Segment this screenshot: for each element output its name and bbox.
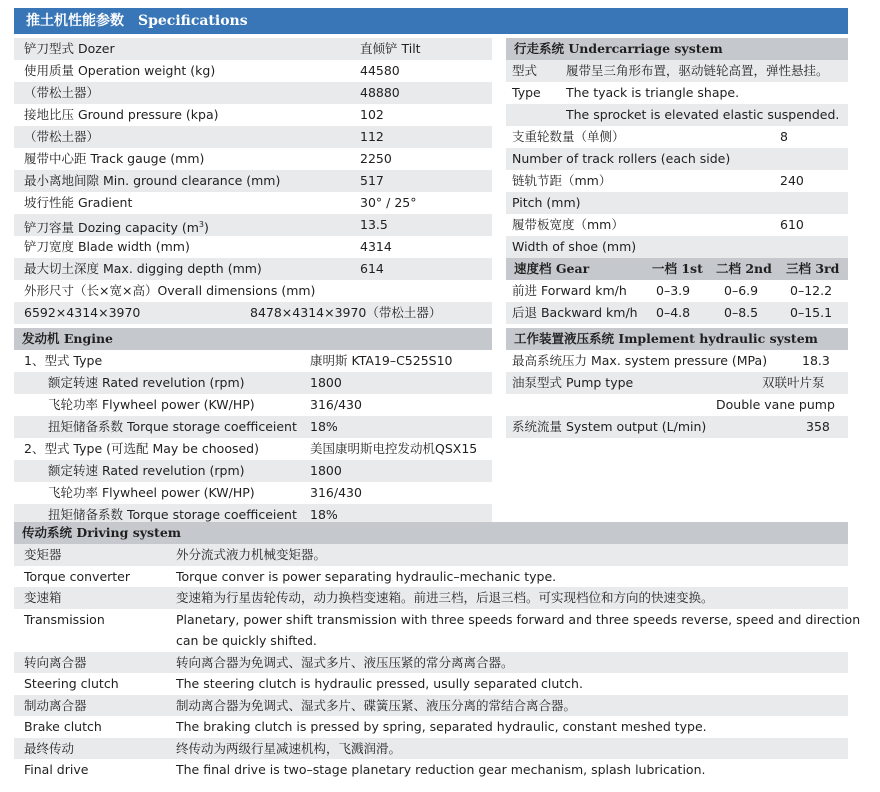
dimension-standard: 6592×4314×3970 bbox=[24, 305, 141, 320]
spec-row-dozer bbox=[14, 38, 492, 60]
driving-row bbox=[14, 544, 848, 566]
spec-label: 铲刀宽度 Blade width (mm) bbox=[24, 239, 190, 254]
output-value: 358 bbox=[806, 419, 830, 434]
engine-label: 1、型式 Type bbox=[24, 353, 103, 368]
driving-value: 变速箱为行星齿轮传动，动力换档变速箱。前进三档，后退三档。可实现档位和方向的快速变换。 bbox=[176, 590, 714, 605]
spec-label: 最大切土深度 Max. digging depth (mm) bbox=[24, 261, 262, 276]
pump-value-cn: 双联叶片泵 bbox=[762, 375, 825, 390]
spec-row-gradient bbox=[14, 192, 492, 214]
spec-label: 履带中心距 Track gauge (mm) bbox=[24, 151, 205, 166]
spec-value: 517 bbox=[360, 173, 384, 188]
engine-label: 额定转速 Rated revelution (rpm) bbox=[48, 463, 245, 478]
spec-value: 2250 bbox=[360, 151, 392, 166]
rollers-row bbox=[506, 126, 848, 148]
driving-label: Steering clutch bbox=[24, 676, 119, 691]
undercarriage-table bbox=[506, 38, 848, 258]
spec-row-capacity bbox=[14, 214, 492, 236]
forward-2nd: 0–6.9 bbox=[724, 283, 759, 298]
driving-label: Final drive bbox=[24, 762, 89, 777]
undercarriage-type-en-row bbox=[506, 82, 848, 104]
type-label-en: Type bbox=[512, 85, 541, 100]
gear-header-label: 速度档 Gear bbox=[514, 261, 590, 276]
shoe-label-en: Width of shoe (mm) bbox=[512, 239, 637, 254]
spec-label: （带松土器） bbox=[24, 85, 100, 100]
driving-value: Planetary, power shift transmission with three speeds forward and three speeds reverse, speed and direction bbox=[176, 611, 861, 627]
dimension-with-ripper: 8478×4314×3970（带松土器） bbox=[250, 305, 442, 320]
forward-3rd: 0–12.2 bbox=[790, 283, 833, 298]
gear-3rd-header: 三档 3rd bbox=[786, 261, 840, 276]
spec-row-weight bbox=[14, 60, 492, 82]
pitch-en-row bbox=[506, 192, 848, 214]
output-row bbox=[506, 416, 848, 438]
driving-value: 外分流式液力机械变矩器。 bbox=[176, 547, 327, 562]
driving-row bbox=[14, 673, 848, 695]
hydraulic-table bbox=[506, 328, 848, 438]
engine-header: 发动机 Engine bbox=[14, 328, 492, 350]
driving-label: 最终传动 bbox=[24, 740, 75, 756]
undercarriage-type-cn-row bbox=[506, 60, 848, 82]
engine-label: 飞轮功率 Flywheel power (KW/HP) bbox=[48, 485, 255, 500]
driving-value: The steering clutch is hydraulic pressed, usully separated clutch. bbox=[176, 676, 583, 691]
rollers-en-row bbox=[506, 148, 848, 170]
driving-row bbox=[14, 716, 848, 738]
pump-label: 油泵型式 Pump type bbox=[512, 375, 634, 390]
pressure-label: 最高系统压力 Max. system pressure (MPa) bbox=[512, 353, 768, 368]
driving-value: 终传动为两级行星减速机构，飞溅润滑。 bbox=[176, 740, 402, 756]
backward-3rd: 0–15.1 bbox=[790, 305, 833, 320]
type-label: 型式 bbox=[512, 63, 538, 78]
type-description-en-2: The sprocket is elevated elastic suspended. bbox=[566, 107, 840, 122]
spec-value: 102 bbox=[360, 107, 384, 122]
gear-2nd-header: 二档 2nd bbox=[716, 261, 772, 276]
type-description-en: The tyack is triangle shape. bbox=[566, 85, 740, 100]
spec-label: 使用质量 Operation weight (kg) bbox=[24, 63, 216, 78]
forward-label: 前进 Forward km/h bbox=[512, 283, 627, 298]
engine-value: 316/430 bbox=[310, 397, 362, 412]
driving-row bbox=[14, 630, 848, 652]
driving-value: 转向离合器为免调式、湿式多片、液压压紧的常分离离合器。 bbox=[176, 654, 514, 670]
output-label: 系统流量 System output (L/min) bbox=[512, 419, 707, 434]
driving-label: 变速箱 bbox=[24, 590, 62, 605]
driving-row bbox=[14, 695, 848, 717]
engine-row bbox=[14, 394, 492, 416]
pitch-value: 240 bbox=[780, 173, 804, 188]
spec-value: 614 bbox=[360, 261, 384, 276]
type-description-cn: 履带呈三角形布置，驱动链轮高置，弹性悬挂。 bbox=[566, 63, 829, 78]
shoe-row bbox=[506, 214, 848, 236]
driving-label: Transmission bbox=[24, 611, 105, 627]
engine-label: 额定转速 Rated revelution (rpm) bbox=[48, 375, 245, 390]
engine-value: 1800 bbox=[310, 375, 342, 390]
spec-value: 112 bbox=[360, 129, 384, 144]
spec-row-clearance bbox=[14, 170, 492, 192]
driving-label: 转向离合器 bbox=[24, 654, 87, 670]
engine-row bbox=[14, 372, 492, 394]
spec-row-pressure-ripper bbox=[14, 126, 492, 148]
driving-label: Brake clutch bbox=[24, 719, 102, 734]
pump-row bbox=[506, 372, 848, 394]
engine-row bbox=[14, 482, 492, 504]
spec-row-dimensions-values bbox=[14, 302, 492, 324]
pressure-row bbox=[506, 350, 848, 372]
spec-label: （带松土器） bbox=[24, 129, 100, 144]
engine-value: 康明斯 KTA19–C525S10 bbox=[310, 353, 453, 368]
shoe-en-row bbox=[506, 236, 848, 258]
rollers-label-en: Number of track rollers (each side) bbox=[512, 151, 731, 166]
engine-row bbox=[14, 350, 492, 372]
engine-value: 18% bbox=[310, 507, 338, 522]
spec-value: 48880 bbox=[360, 85, 400, 100]
engine-label: 2、型式 Type (可选配 May be choosed) bbox=[24, 441, 259, 456]
engine-value: 美国康明斯电控发动机QSX15 bbox=[310, 441, 478, 456]
spec-value: 13.5 bbox=[360, 217, 388, 232]
engine-label: 扭矩储备系数 Torque storage coefficeient bbox=[48, 419, 297, 434]
driving-value: 制动离合器为免调式、湿式多片、碟簧压紧、液压分离的常结合离合器。 bbox=[176, 697, 577, 713]
driving-value: The braking clutch is pressed by spring, separated hydraulic, constant meshed type. bbox=[176, 719, 707, 734]
gear-forward-row bbox=[506, 280, 848, 302]
spec-value: 30° / 25° bbox=[360, 195, 417, 210]
spec-row-blade-width bbox=[14, 236, 492, 258]
engine-value: 18% bbox=[310, 419, 338, 434]
driving-row bbox=[14, 652, 848, 674]
engine-value: 1800 bbox=[310, 463, 342, 478]
pitch-label: 链轨节距（mm） bbox=[512, 173, 612, 188]
spec-label: 坡行性能 Gradient bbox=[24, 195, 133, 210]
engine-row bbox=[14, 460, 492, 482]
driving-row bbox=[14, 609, 861, 631]
spec-row-weight-ripper bbox=[14, 82, 492, 104]
pressure-value: 18.3 bbox=[802, 353, 830, 368]
engine-value: 316/430 bbox=[310, 485, 362, 500]
driving-header: 传动系统 Driving system bbox=[14, 522, 848, 544]
driving-row bbox=[14, 738, 848, 760]
gear-backward-row bbox=[506, 302, 848, 324]
driving-value: can be quickly shifted. bbox=[176, 633, 317, 648]
spec-row-pressure bbox=[14, 104, 492, 126]
pump-value-en: Double vane pump bbox=[716, 397, 835, 412]
spec-value: 直倾铲 Tilt bbox=[360, 41, 421, 56]
backward-1st: 0–4.8 bbox=[656, 305, 691, 320]
driving-row bbox=[14, 566, 848, 588]
driving-system-table bbox=[14, 522, 861, 781]
page-title: 推土机性能参数 Specifications bbox=[14, 8, 848, 34]
engine-table bbox=[14, 328, 492, 526]
spec-label: 最小离地间隙 Min. ground clearance (mm) bbox=[24, 173, 281, 188]
gear-1st-header: 一档 1st bbox=[652, 261, 703, 276]
driving-row bbox=[14, 759, 848, 781]
backward-2nd: 0–8.5 bbox=[724, 305, 759, 320]
undercarriage-header: 行走系统 Undercarriage system bbox=[506, 38, 848, 60]
driving-value: Torque conver is power separating hydraulic–mechanic type. bbox=[176, 568, 557, 584]
spec-value: 4314 bbox=[360, 239, 392, 254]
driving-label: 制动离合器 bbox=[24, 697, 87, 713]
pitch-row bbox=[506, 170, 848, 192]
general-specs-table bbox=[14, 38, 492, 324]
driving-value: The final drive is two–stage planetary reduction gear mechanism, splash lubrication. bbox=[176, 762, 706, 777]
driving-row bbox=[14, 587, 848, 609]
spec-row-dimensions bbox=[14, 280, 492, 302]
engine-row bbox=[14, 416, 492, 438]
engine-label: 飞轮功率 Flywheel power (KW/HP) bbox=[48, 397, 255, 412]
forward-1st: 0–3.9 bbox=[656, 283, 691, 298]
driving-label: Torque converter bbox=[24, 568, 130, 584]
engine-row bbox=[14, 438, 492, 460]
backward-label: 后退 Backward km/h bbox=[512, 305, 638, 320]
hydraulic-header: 工作装置液压系统 Implement hydraulic system bbox=[506, 328, 848, 350]
spec-label: 铲刀容量 Dozing capacity $(m^3)$ bbox=[24, 220, 209, 236]
undercarriage-type-en-row-2 bbox=[506, 104, 848, 126]
rollers-value: 8 bbox=[780, 129, 788, 144]
driving-label: 变矩器 bbox=[24, 547, 62, 562]
spec-label: 接地比压 Ground pressure (kpa) bbox=[24, 107, 219, 122]
pitch-label-en: Pitch (mm) bbox=[512, 195, 581, 210]
spec-row-digging-depth bbox=[14, 258, 492, 280]
shoe-value: 610 bbox=[780, 217, 804, 232]
shoe-label: 履带板宽度（mm） bbox=[512, 217, 624, 232]
pump-en-row bbox=[506, 394, 848, 416]
spec-label: 外形尺寸（长×宽×高）Overall dimensions (mm) bbox=[24, 283, 316, 298]
spec-row-gauge bbox=[14, 148, 492, 170]
spec-label: 铲刀型式 Dozer bbox=[24, 41, 115, 56]
spec-value: 44580 bbox=[360, 63, 400, 78]
engine-label: 扭矩储备系数 Torque storage coefficeient bbox=[48, 507, 297, 522]
rollers-label: 支重轮数量（单侧） bbox=[512, 129, 625, 144]
gear-header bbox=[506, 258, 848, 280]
gear-table bbox=[506, 258, 848, 324]
